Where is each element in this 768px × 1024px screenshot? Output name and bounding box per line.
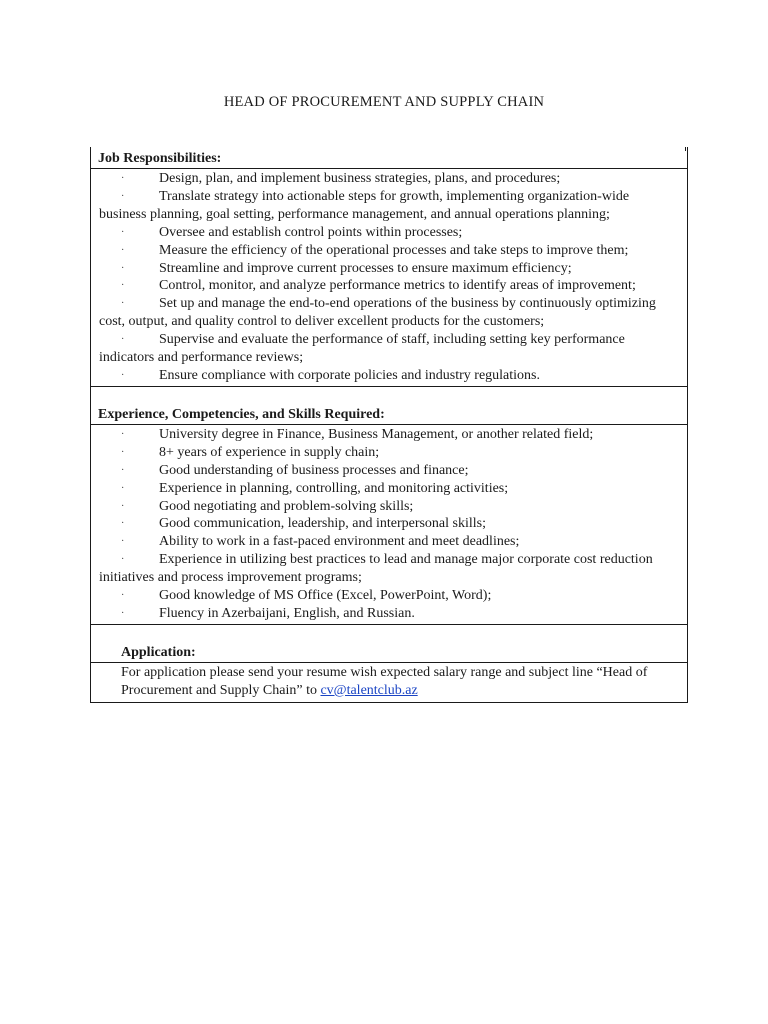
bullet-point: ·: [121, 428, 125, 440]
responsibilities-list: [91, 169, 687, 386]
requirement-item-text: Good understanding of business processes and finance;: [159, 462, 469, 478]
responsibilities-heading-row: [91, 147, 687, 168]
bullet-point: ·: [121, 226, 125, 238]
requirement-item-text: Experience in planning, controlling, and monitoring activities;: [159, 480, 509, 496]
job-description-table: [90, 147, 688, 703]
responsibility-item-text: Measure the efficiency of the operational processes and take steps to improve them;: [159, 242, 629, 258]
requirement-item: [99, 444, 679, 462]
requirements-list-row: [91, 424, 687, 624]
application-heading: Application:: [121, 644, 196, 660]
requirement-item: [99, 551, 679, 587]
requirement-item: [99, 426, 679, 444]
requirement-item-text: University degree in Finance, Business Management, or another related field;: [159, 426, 594, 442]
responsibility-item-text: Ensure compliance with corporate policies and industry regulations.: [159, 367, 541, 383]
requirements-heading: Experience, Competencies, and Skills Required:: [98, 406, 385, 422]
requirement-item-text: Experience in utilizing best practices to lead and manage major corporate cost reduction initiatives and process improvement programs;: [99, 552, 653, 586]
responsibility-item: [99, 295, 679, 331]
requirement-item: [99, 533, 679, 551]
requirement-item-text: Fluency in Azerbaijani, English, and Russian.: [159, 605, 415, 621]
responsibility-item: [99, 188, 679, 224]
responsibility-item: [99, 260, 679, 278]
bullet-point: ·: [121, 298, 125, 310]
responsibility-item-text: Oversee and establish control points within processes;: [159, 224, 463, 240]
requirement-item-text: Ability to work in a fast-paced environment and meet deadlines;: [159, 534, 520, 550]
requirement-item-text: 8+ years of experience in supply chain;: [159, 444, 380, 460]
bullet-point: ·: [121, 590, 125, 602]
requirement-item: [99, 462, 679, 480]
requirement-item-text: Good knowledge of MS Office (Excel, PowerPoint, Word);: [159, 588, 492, 604]
bullet-point: ·: [121, 334, 125, 346]
bullet-point: ·: [121, 464, 125, 476]
bullet-point: ·: [121, 536, 125, 548]
page-title: HEAD OF PROCUREMENT AND SUPPLY CHAIN: [223, 94, 545, 110]
responsibility-item-text: Streamline and improve current processes to ensure maximum efficiency;: [159, 260, 572, 276]
requirement-item: [99, 515, 679, 533]
application-text: [91, 663, 687, 702]
application-instructions: For application please send your resume wish expected salary range and subject line “Head of Procurement and Supply Chain” to: [121, 664, 648, 698]
bullet-point: ·: [121, 190, 125, 202]
requirement-item: [99, 498, 679, 516]
bullet-point: ·: [121, 446, 125, 458]
bullet-point: ·: [121, 482, 125, 494]
application-email-link[interactable]: cv@talentclub.az: [320, 682, 418, 698]
responsibility-item: [99, 224, 679, 242]
bullet-point: ·: [121, 173, 125, 184]
bullet-point: ·: [121, 280, 125, 292]
application-heading-row: [91, 624, 687, 662]
responsibilities-list-row: [91, 168, 687, 386]
bullet-point: ·: [121, 518, 125, 530]
responsibility-item: [99, 331, 679, 367]
bullet-point: ·: [121, 369, 125, 381]
bullet-point: ·: [121, 262, 125, 274]
requirements-list: [91, 425, 687, 624]
bullet-point: ·: [121, 500, 125, 512]
requirement-item: [99, 605, 679, 623]
responsibility-item: [99, 170, 679, 188]
responsibility-item-text: Set up and manage the end-to-end operations of the business by continuously optimizing cost, output, and quality control to deliver excellent products for the customers;: [99, 296, 656, 330]
responsibility-item-text: Translate strategy into actionable steps for growth, implementing organization-wide business planning, goal setting, performance management, and annual operations planning;: [99, 188, 630, 222]
bullet-point: ·: [121, 554, 125, 566]
application-text-row: [91, 662, 687, 702]
responsibility-item-text: Design, plan, and implement business strategies, plans, and procedures;: [159, 171, 561, 186]
requirement-item-text: Good communication, leadership, and interpersonal skills;: [159, 516, 486, 532]
responsibility-item: [99, 242, 679, 260]
bullet-point: ·: [121, 607, 125, 619]
responsibilities-heading: Job Responsibilities:: [98, 151, 222, 166]
responsibility-item-text: Supervise and evaluate the performance of staff, including setting key performance indicators and performance reviews;: [99, 332, 625, 366]
requirement-item-text: Good negotiating and problem-solving skills;: [159, 498, 414, 514]
requirement-item: [99, 480, 679, 498]
responsibility-item: [99, 277, 679, 295]
bullet-point: ·: [121, 244, 125, 256]
requirement-item: [99, 587, 679, 605]
responsibility-item-text: Control, monitor, and analyze performance metrics to identify areas of improvement;: [159, 278, 636, 294]
responsibility-item: [99, 367, 679, 385]
requirements-heading-row: [91, 386, 687, 424]
